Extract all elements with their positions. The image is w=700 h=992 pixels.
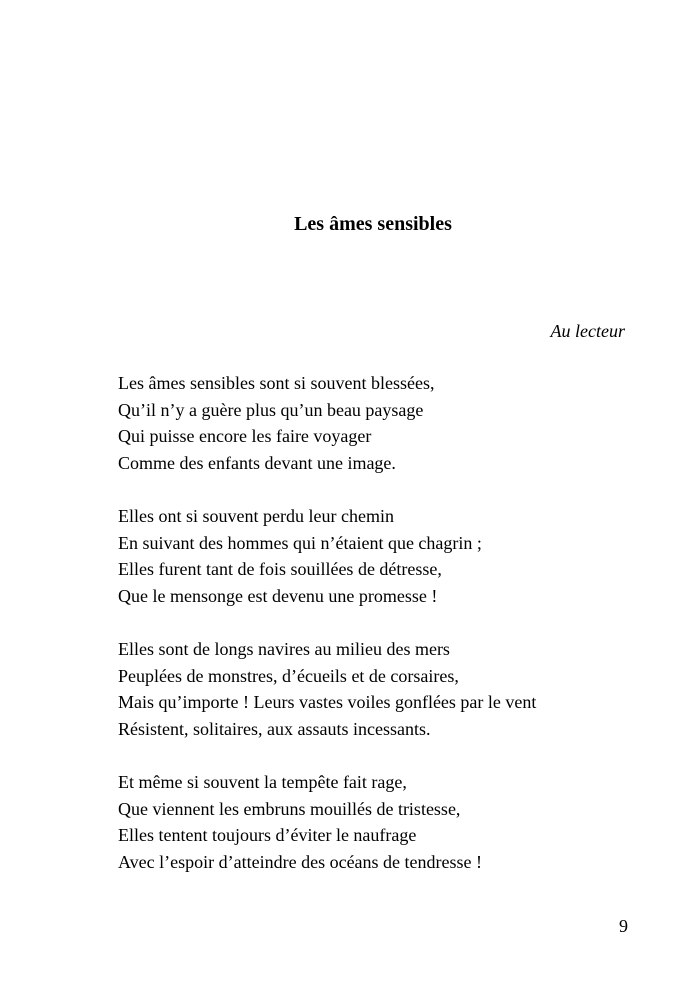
poem-body	[118, 370, 638, 902]
poem-line: Elles furent tant de fois souillées de détresse,	[118, 559, 442, 579]
poem-line: Elles sont de longs navires au milieu des mers	[118, 639, 450, 659]
stanza	[118, 370, 638, 476]
poem-line: Que viennent les embruns mouillés de tristesse,	[118, 798, 461, 819]
poem-line: Mais qu’importe ! Leurs vastes voiles gonflées par le vent	[118, 692, 537, 712]
poem-line: Les âmes sensibles sont si souvent blessées,	[118, 373, 435, 393]
poem-line: Qui puisse encore les faire voyager	[118, 426, 372, 446]
poem-line: Qu’il n’y a guère plus qu’un beau paysage	[118, 399, 424, 420]
poem-line: Elles ont si souvent perdu leur chemin	[118, 506, 394, 526]
poem-line: Comme des enfants devant une image.	[118, 452, 396, 473]
stanza	[118, 636, 638, 742]
poem-line: Que le mensonge est devenu une promesse !	[118, 585, 438, 606]
poem-line: Peuplées de monstres, d’écueils et de corsaires,	[118, 665, 459, 686]
stanza	[118, 769, 638, 875]
page-number: 9	[619, 916, 628, 936]
poem-line: Elles tentent toujours d’éviter le naufrage	[118, 825, 417, 845]
stanza	[118, 503, 638, 609]
poem-line: En suivant des hommes qui n’étaient que chagrin ;	[118, 532, 482, 553]
poem-line: Résistent, solitaires, aux assauts incessants.	[118, 718, 431, 739]
poem-line: Avec l’espoir d’atteindre des océans de tendresse !	[118, 851, 483, 872]
poem-title: Les âmes sensibles	[294, 213, 452, 235]
poem-line: Et même si souvent la tempête fait rage,	[118, 772, 407, 792]
poem-dedication: Au lecteur	[550, 321, 625, 341]
